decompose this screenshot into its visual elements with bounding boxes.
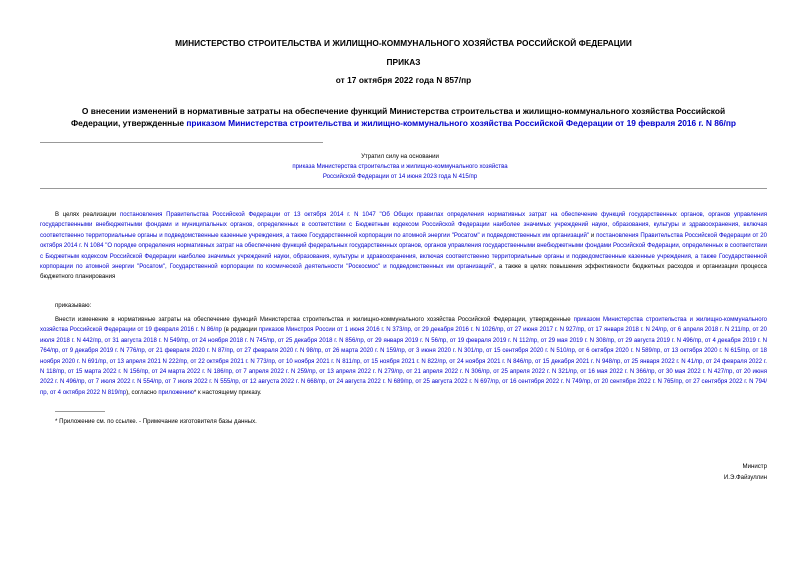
annotation-link-line-2[interactable]: приказа Министерства строительства и жилищно-коммунального хозяйства [292, 163, 508, 170]
annotation-link-line-3[interactable]: Российской Федерации от 14 июня 2023 года N 415/пр [322, 173, 478, 180]
signature-name: И.Э.Файзуллин [723, 473, 767, 481]
divider-top [40, 142, 323, 143]
footnote-divider [55, 411, 105, 412]
title-line-2 [40, 117, 767, 129]
preamble-paragraph [40, 210, 767, 283]
preamble-text-1: В целях реализации [55, 212, 121, 218]
body-text-1: Внести изменение в нормативные затраты на обеспечение функций Министерства строительства и жилищно-коммунального хозяйства Российской Федерации, утвержденные [55, 317, 574, 323]
order-body-paragraph [40, 315, 767, 398]
divider-annotation [40, 188, 767, 189]
preamble-text-2: и [589, 232, 597, 239]
annotation-block [200, 152, 600, 182]
signature-block [724, 462, 767, 483]
link-appendix[interactable]: приложению [158, 389, 194, 396]
body-text-2: (в редакции [221, 327, 259, 334]
body-text-3: ), согласно [126, 389, 159, 396]
footnote-text: * Приложение см. по ссылке. - Примечание изготовителя базы данных. [55, 418, 257, 425]
annotation-line-1: Утратил силу на основании [361, 153, 439, 160]
body-text-4: * к настоящему приказу. [193, 389, 262, 396]
order-date-number: от 17 октября 2022 года N 857/пр [335, 75, 472, 85]
document-type: ПРИКАЗ [386, 57, 421, 67]
prikazyvayu-label: приказываю: [55, 302, 92, 309]
signature-position: Министр [742, 463, 767, 470]
title-line-2-text: Федерации, утвержденные [70, 118, 187, 128]
link-decree-1047[interactable]: постановления Правительства Российской Федерации от 13 октября 2014 г. N 1047 "Об Общих правилах определения нормативных затрат на обеспечение функций государственных органов, органов управления государственными внебюджетными фондами и муниципальных органов, определенных в соответствии с Бюджетным кодексом Российской Федерации наиболее значимых учреждений науки, образования, культуры и здравоохранения, включая соответственно территориальные органы и подведомственные казенные учреждения, а также Государственной корпорации по атомной энергии "Росатом" и подведомственных им организаций" [40, 212, 767, 239]
ministry-header: МИНИСТЕРСТВО СТРОИТЕЛЬСТВА И ЖИЛИЩНО-КОММУНАЛЬНОГО ХОЗЯЙСТВА РОССИЙСКОЙ ФЕДЕРАЦИИ [175, 38, 632, 48]
link-decree-1084[interactable]: постановления Правительства Российской Федерации от 20 октября 2014 г. N 1084 "О порядке определения нормативных затрат на обеспечение функций федеральных государственных органов, органов управления государственными внебюджетными фондами Российской Федерации, определенных в соответствии с Бюджетным кодексом Российской Федерации наиболее значимых учреждений науки, образования, культуры и здравоохранения, включая соответственно территориальные органы и подведомственные казенные учреждения, а также Государственной корпорации по атомной энергии "Росатом", Государственной корпорации по космической деятельности "Роскосмос" и подведомственных им организаций" [40, 232, 768, 271]
preamble-text-3: , а также в целях повышения эффективности бюджетных расходов и организации процесса бюджетного планирования [40, 264, 767, 281]
title-line-1: О внесении изменений в нормативные затраты на обеспечение функций Министерства строительства и жилищно-коммунального хозяйства Российской [81, 106, 726, 116]
order-title [40, 105, 767, 129]
link-amending-orders[interactable]: приказов Минстроя России от 1 июня 2016 г. N 373/пр, от 29 декабря 2016 г. N 1026/пр, от 27 июня 2017 г. N 927/пр, от 17 января 2018 г. N 24/пр, от 6 апреля 2018 г. N 211/пр, от 20 июля 2018 г. N 442/пр, от 31 августа 2018 г. N 549/пр, от 24 ноября 2018 г. N 745/пр, от 25 декабря 2018 г. N 856/пр, от 29 января 2019 г. N 56/пр, от 19 февраля 2019 г. N 112/пр, от 29 мая 2019 г. N 308/пр, от 29 августа 2019 г. N 496/пр, от 4 декабря 2019 г. N 764/пр, от 9 декабря 2019 г. N 776/пр, от 21 февраля 2020 г. N 87/пр, от 27 февраля 2020 г. N 98/пр, от 26 марта 2020 г. N 159/пр, от 3 июня 2020 г. N 301/пр, от 15 сентября 2020 г. N 510/пр, от 6 октября 2020 г. N 589/пр, от 13 октября 2020 г. N 615/пр, от 18 ноября 2020 г. N 691/пр, от 13 апреля 2021 N 222/пр, от 22 октября 2021 г. N 773/пр, от 10 ноября 2021 г. N 811/пр, от 15 ноября 2021 г. N 822/пр, от 24 ноября 2021 г. N 846/пр, от 15 декабря 2021 г. N 948/пр, от 25 января 2022 г. N 41/пр, от 24 февраля 2022 г. N 118/пр, от 15 марта 2022 г. N 156/пр, от 24 марта 2022 г. N 186/пр, от 7 апреля 2022 г. N 259/пр, от 13 апреля 2022 г. N 279/пр, от 21 апреля 2022 г. N 306/пр, от 25 апреля 2022 г. N 321/пр, от 16 мая 2022 г. N 366/пр, от 30 мая 2022 г. N 427/пр, от 20 июня 2022 г. N 496/пр, от 7 июля 2022 г. N 554/пр, от 7 июля 2022 г. N 555/пр, от 12 августа 2022 г. N 668/пр, от 24 августа 2022 г. N 689/пр, от 25 августа 2022 г. N 697/пр, от 16 сентября 2022 г. N 749/пр, от 20 сентября 2022 г. N 765/пр, от 27 сентября 2022 г. N 794/пр, от 4 октября 2022 N 819/пр [40, 327, 768, 396]
link-order-86[interactable]: приказом Министерства строительства и жилищно-коммунального хозяйства Российской Федерации от 19 февраля 2016 г. N 86/пр [40, 317, 768, 334]
title-link-order-86[interactable]: приказом Министерства строительства и жилищно-коммунального хозяйства Российской Федерации от 19 февраля 2016 г. N 86/пр [186, 118, 737, 128]
